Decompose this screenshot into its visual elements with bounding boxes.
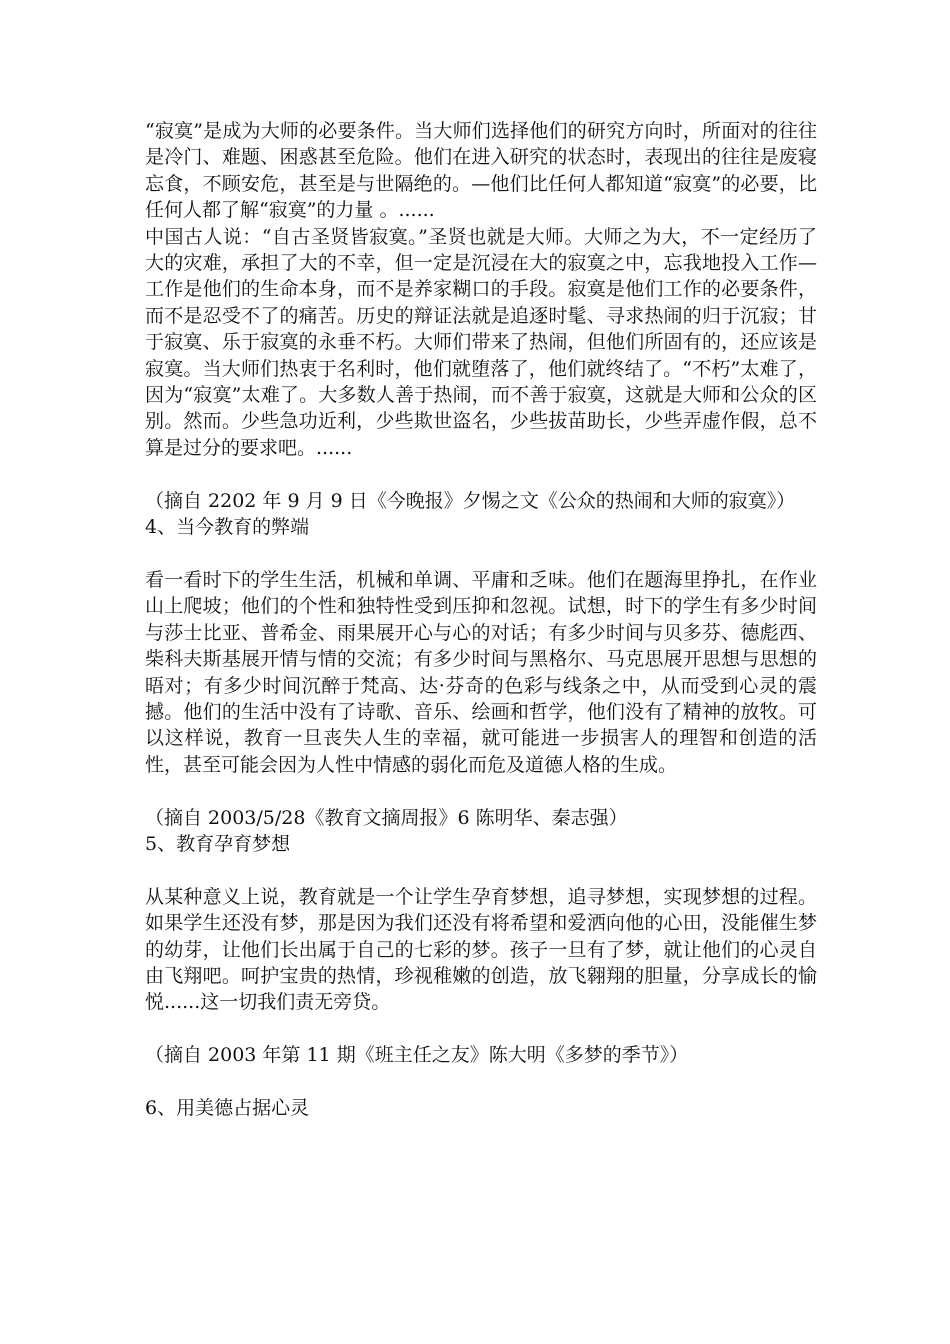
spacer — [145, 461, 817, 487]
spacer — [145, 540, 817, 566]
paragraph-education-dreams: 从某种意义上说，教育就是一个让学生孕育梦想，追寻梦想，实现梦想的过程。如果学生还没有梦，那是因为我们还没有将希望和爱洒向他的心田，没能催生梦的幼芽，让他们长出属于自己的七彩的梦。孩子一旦有了梦，就让他们的心灵自由飞翔吧。呵护宝贵的热情，珍视稚嫩的创造，放飞翱翔的胆量，分享成长的愉悦......这一切我们责无旁贷。 — [145, 885, 817, 1014]
source-citation-4: （摘自 2003/5/28《教育文摘周报》6 陈明华、秦志强） — [145, 806, 628, 829]
paragraph-education-drawbacks: 看一看时下的学生生活，机械和单调、平庸和乏味。他们在题海里挣扎，在作业山上爬坡；他们的个性和独特性受到压抑和忽视。试想，时下的学生有多少时间与莎士比亚、普希金、雨果展开心与心的对话；有多少时间与贝多芬、德彪西、柴科夫斯基展开情与情的交流；有多少时间与黑格尔、马克思展开思想与思想的晤对；有多少时间沉醉于梵高、达·芬奇的色彩与线条之中，从而受到心灵的震撼。他们的生活中没有了诗歌、音乐、绘画和哲学，他们没有了精神的放牧。可以这样说，教育一旦丧失人生的幸福，就可能进一步损害人的理智和创造的活性，甚至可能会因为人性中情感的弱化而危及道德人格的生成。 — [145, 568, 817, 776]
source-citation-1: （摘自 2202 年 9 月 9 日《今晚报》夕惕之文《公众的热闹和大师的寂寞》） — [145, 489, 796, 512]
paragraph-loneliness-master: “寂寞”是成为大师的必要条件。当大师们选择他们的研究方向时，所面对的往往是冷门、难题、困惑甚至危险。他们在进入研究的状态时，表现出的往往是废寝忘食，不顾安危，甚至是与世隔绝的。—他们比任何人都知道“寂寞”的必要，比任何人都了解“寂寞”的力量 。...... — [145, 120, 817, 222]
section-heading-5: 5、教育孕育梦想 — [145, 832, 291, 855]
document-page — [145, 118, 817, 1121]
section-heading-6: 6、用美德占据心灵 — [145, 1096, 310, 1119]
source-citation-5: （摘自 2003 年第 11 期《班主任之友》陈大明《多梦的季节》） — [145, 1044, 689, 1067]
spacer — [145, 778, 817, 804]
spacer — [145, 1016, 817, 1042]
section-heading-4: 4、当今教育的弊端 — [145, 516, 310, 539]
spacer — [145, 857, 817, 883]
spacer — [145, 1069, 817, 1095]
paragraph-ancient-sages: 中国古人说：“自古圣贤皆寂寞。”圣贤也就是大师。大师之为大，不一定经历了大的灾难，承担了大的不幸，但一定是沉浸在大的寂寞之中，忘我地投入工作—工作是他们的生命本身，而不是养家糊口的手段。寂寞是他们工作的必要条件，而不是忍受不了的痛苦。历史的辩证法就是追逐时髦、寻求热闹的归于沉寂；甘于寂寞、乐于寂寞的永垂不朽。大师们带来了热闹，但他们所固有的，还应该是寂寞。当大师们热衷于名利时，他们就堕落了，他们就终结了。“不朽”太难了，因为“寂寞”太难了。大多数人善于热闹，而不善于寂寞，这就是大师和公众的区别。然而。少些急功近利，少些欺世盗名，少些拔苗助长，少些弄虚作假，总不算是过分的要求吧。...... — [145, 225, 817, 459]
